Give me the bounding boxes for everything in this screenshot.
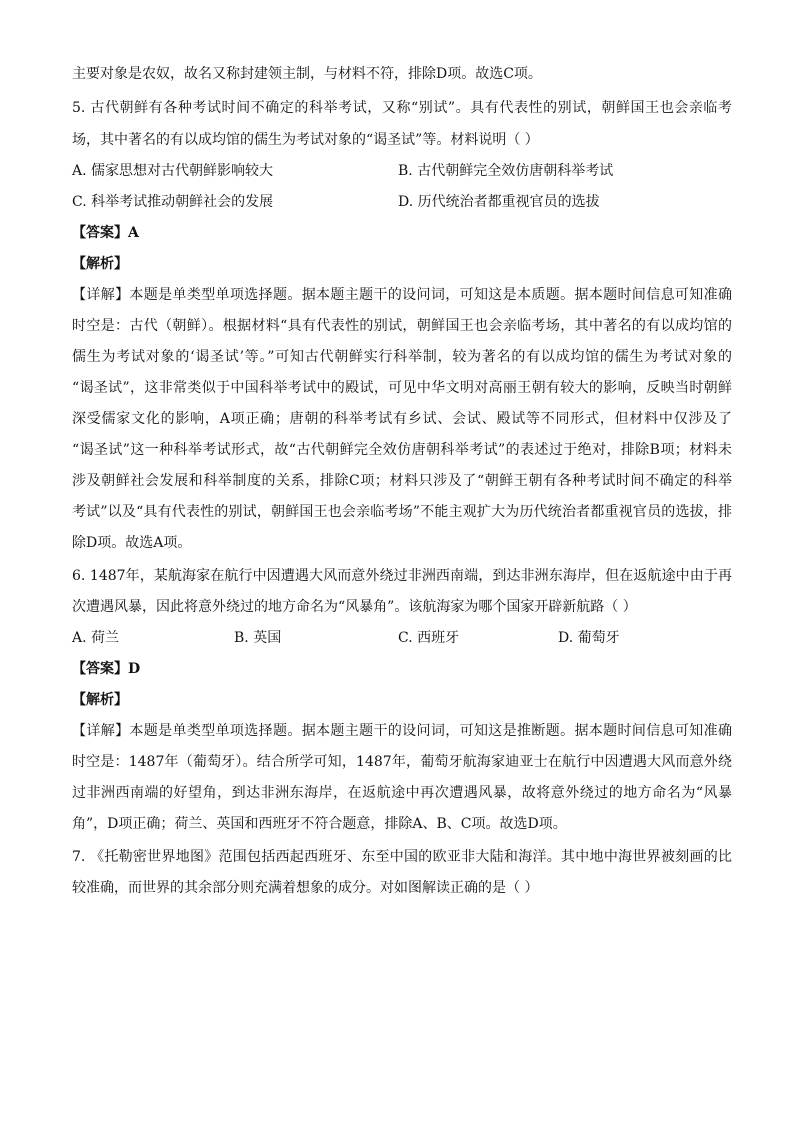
q5-detail-line-5: 深受儒家文化的影响，A项正确；唐朝的科举考试有乡试、会试、殿试等不同形式，但材料中仅涉及了 <box>72 411 732 427</box>
q6-option-d: D. 葡萄牙 <box>558 630 620 646</box>
q6-answer: 【答案】D <box>72 661 141 677</box>
q6-option-c: C. 西班牙 <box>398 630 460 646</box>
q7-stem-line-1: 7. 《托勒密世界地图》范围包括西起西班牙、东至中国的欧亚非大陆和海洋。其中地中海世界被刻画的比 <box>72 849 732 865</box>
q6-stem-line-1: 6. 1487年，某航海家在航行中因遭遇大风而意外绕过非洲西南端，到达非洲东海岸，但在返航途中由于再 <box>72 568 732 584</box>
q5-answer: 【答案】A <box>72 225 139 241</box>
q6-option-b: B. 英国 <box>234 630 282 646</box>
q6-detail-line-2: 时空是：1487年（葡萄牙）。结合所学可知，1487年，葡萄牙航海家迪亚士在航行中因遭遇大风而意外绕 <box>72 754 732 770</box>
q5-option-a: A. 儒家思想对古代朝鲜影响较大 <box>72 163 274 179</box>
q6-option-a: A. 荷兰 <box>72 630 120 646</box>
q5-detail-line-7: 涉及朝鲜社会发展和科举制度的关系，排除C项；材料只涉及了“朝鲜王朝有各种考试时间不确定的科举 <box>72 473 732 489</box>
q5-stem-line-2: 场，其中著名的有以成均馆的儒生为考试对象的“谒圣试”等。材料说明（ ） <box>72 132 539 148</box>
q4-explanation-tail: 主要对象是农奴，故名又称封建领主制，与材料不符，排除D项。故选C项。 <box>72 66 542 82</box>
q6-analysis-label: 【解析】 <box>72 692 128 708</box>
q6-detail-line-3: 过非洲西南端的好望角，到达非洲东海岸，在返航途中再次遭遇风暴，故将意外绕过的地方命名为“风暴 <box>72 785 732 801</box>
q6-detail-line-4: 角”，D项正确；荷兰、英国和西班牙不符合题意，排除A、B、C项。故选D项。 <box>72 816 567 832</box>
q5-option-c: C. 科举考试推动朝鲜社会的发展 <box>72 194 274 210</box>
q5-detail-line-3: 儒生为考试对象的‘谒圣试’等。”可知古代朝鲜实行科举制，较为著名的有以成均馆的儒生为考试对象的 <box>72 349 732 365</box>
q6-stem-line-2: 次遭遇风暴，因此将意外绕过的地方命名为“风暴角”。该航海家为哪个国家开辟新航路（ ） <box>72 599 637 615</box>
q5-analysis-label: 【解析】 <box>72 256 128 272</box>
q7-stem-line-2: 较准确，而世界的其余部分则充满着想象的成分。对如图解读正确的是（ ） <box>72 880 539 896</box>
q5-detail-line-6: “谒圣试”这一种科举考试形式，故“古代朝鲜完全效仿唐朝科举考试”的表述过于绝对，排除B项；材料未 <box>72 442 732 458</box>
q5-detail-line-2: 时空是：古代（朝鲜）。根据材料“具有代表性的别试，朝鲜国王也会亲临考场，其中著名的有以成均馆的 <box>72 318 732 334</box>
q5-option-b: B. 古代朝鲜完全效仿唐朝科举考试 <box>398 163 614 179</box>
q5-detail-line-9: 除D项。故选A项。 <box>72 535 192 551</box>
q5-stem-line-1: 5. 古代朝鲜有各种考试时间不确定的科举考试，又称“别试”。具有代表性的别试，朝鲜国王也会亲临考 <box>72 100 732 116</box>
q6-detail-line-1: 【详解】本题是单类型单项选择题。据本题主题干的设问词，可知这是推断题。据本题时间信息可知准确 <box>72 723 732 739</box>
q5-detail-line-1: 【详解】本题是单类型单项选择题。据本题主题干的设问词，可知这是本质题。据本题时间信息可知准确 <box>72 287 732 303</box>
q5-detail-line-4: “谒圣试”，这非常类似于中国科举考试中的殿试，可见中华文明对高丽王朝有较大的影响，反映当时朝鲜 <box>72 380 732 396</box>
q5-option-d: D. 历代统治者都重视官员的选拔 <box>398 194 600 210</box>
q5-detail-line-8: 考试”以及“具有代表性的别试，朝鲜国王也会亲临考场”不能主观扩大为历代统治者都重视官员的选拔，排 <box>72 504 732 520</box>
